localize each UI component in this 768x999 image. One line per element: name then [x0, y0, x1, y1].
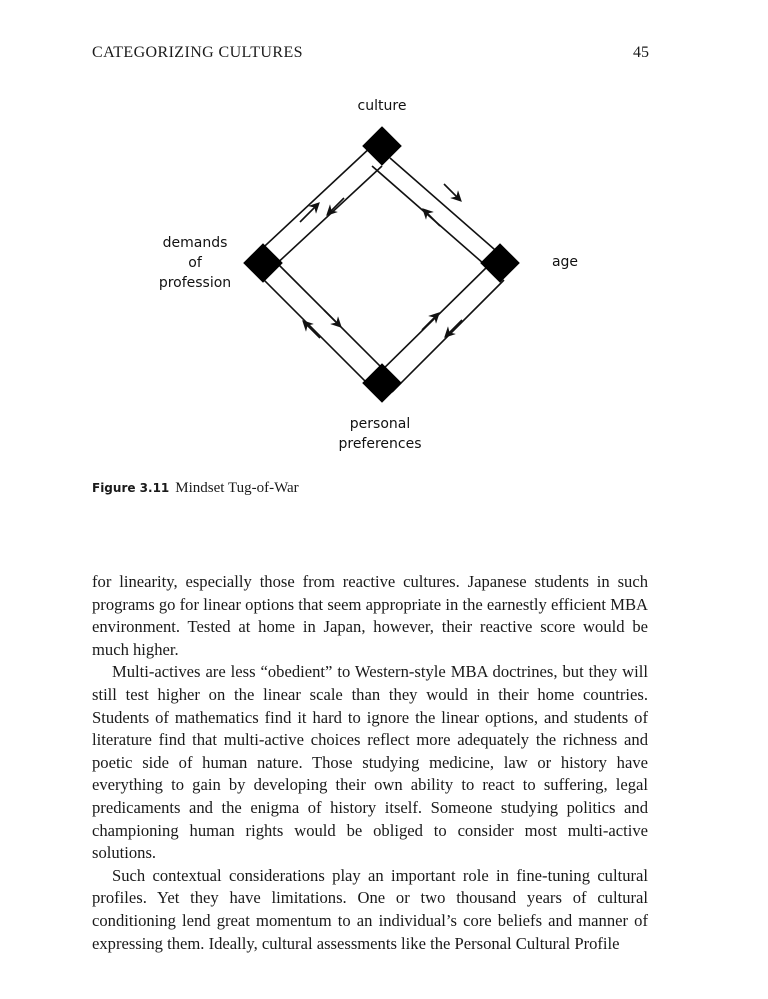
node-label-demands-of-profession: demands of profession — [158, 235, 232, 291]
edge-culture-profession-outer — [252, 146, 372, 258]
arrow-bottom-to-right — [422, 316, 436, 330]
edge-preferences-age-outer — [392, 280, 504, 392]
arrow-bottom-to-left — [306, 324, 320, 338]
paragraph-2: Multi-actives are less “obedient” to Western-style MBA doctrines, but they will still test higher on the linear scale than they would in their home countries. Students of mathematics find it hard to ignore the linear options, and students of literature find that multi-active choices reflect more adequately the richness and poetic side of human nature. Those studying medicine, law or history have everything to gain by developing their own ability to react to suffering, legal predicaments and the enigma of history itself. Someone studying politics and championing human rights would be obliged to consider most multi-active solutions. — [92, 662, 648, 863]
node-label-personal-preferences: personal preferences — [338, 416, 422, 452]
node-label-age: age — [551, 254, 579, 270]
figure-caption-number: Figure 3.11 — [92, 481, 170, 495]
node-culture-square — [362, 126, 402, 166]
mindset-diagram — [120, 88, 650, 468]
arrow-right-to-bottom — [448, 320, 462, 334]
edge-profession-preferences-outer — [252, 268, 372, 388]
running-header-title: CATEGORIZING CULTURES — [92, 44, 303, 61]
node-label-culture: culture — [357, 98, 407, 114]
paragraph-3: Such contextual considerations play an important role in fine-tuning cultural profiles. Yet they have limitations. One or two thousand years of cultural conditioning lend great momentum to an individual’s core beliefs and manner of expressing them. Ideally, cultural assessments like the Personal Cultural Profile — [92, 865, 648, 953]
edge-culture-age-outer — [390, 158, 502, 256]
node-preferences-square — [362, 363, 402, 403]
arrow-left-to-bottom — [324, 310, 338, 324]
arrow-top-to-right — [444, 184, 458, 198]
edge-culture-profession-inner — [272, 166, 382, 268]
page-number: 45 — [633, 44, 649, 61]
figure-caption-text: Mindset Tug-of-War — [175, 480, 299, 496]
arrow-top-to-left — [330, 198, 344, 212]
arrow-left-to-top — [300, 206, 316, 222]
node-age-square — [480, 243, 520, 283]
paragraph-1: for linearity, especially those from reactive cultures. Japanese students in such programs go for linear options that seem appropriate in the earnestly efficient MBA environment. Tested at home in Japan, however, their reactive score would be much higher. — [92, 572, 648, 659]
body-text — [92, 571, 648, 955]
arrow-right-to-top — [426, 212, 440, 226]
figure-caption — [92, 480, 299, 497]
